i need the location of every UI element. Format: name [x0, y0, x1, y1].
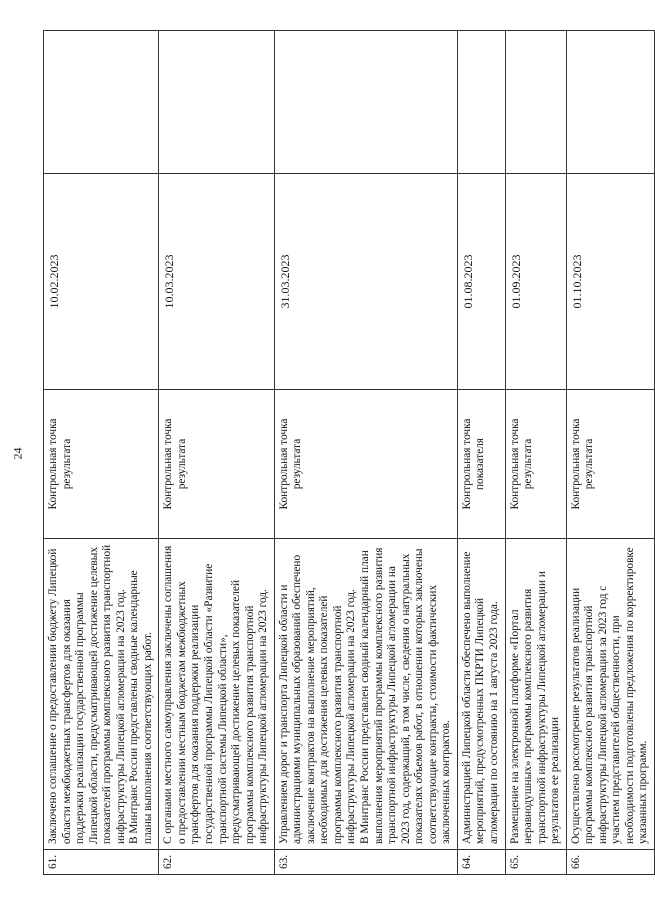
row-description: [505, 539, 566, 850]
table-row: [44, 31, 159, 875]
row-empty-cell: [159, 31, 274, 174]
row-empty-cell: [44, 31, 159, 174]
row-description: [457, 539, 505, 850]
rotated-page-content: [43, 66, 650, 875]
table-row: [505, 31, 566, 875]
description-paragraph: В Минтранс России представлены сводные календарные планы выполнения соответствующих работ.: [128, 570, 154, 844]
description-paragraph: С органами местного самоуправления заключены соглашения о предоставлении местным бюджетам межбюджетных трансфертов для оказания поддержки реализации государственной программы Липецкой области «Развитие транспортной системы Липецкой области», предусматривающей достижение целевых показателей программы комплексного развития транспортной инфраструктуры Липецкой агломерации на 2023 год.: [162, 545, 270, 844]
description-paragraph: В Минтранс России представлен сводный календарный план выполнения мероприятий программы комплексного развития транспортной инфраструктуры Липецкой агломерации на 2023 год, содержащий, в том числе, сведения о натуральных показателях объемов работ, в отношении которых заключены соответствующие контракты, стоимости фактических заключенных контрактов.: [359, 547, 453, 844]
row-number: 66.: [566, 850, 654, 875]
row-checkpoint-type: Контрольная точка результата: [44, 390, 159, 539]
row-date: 10.03.2023: [159, 174, 274, 390]
row-number: 64.: [457, 850, 505, 875]
row-checkpoint-type: Контрольная точка показателя: [457, 390, 505, 539]
row-date: 10.02.2023: [44, 174, 159, 390]
row-checkpoint-type: Контрольная точка результата: [159, 390, 274, 539]
row-date: 31.03.2023: [274, 174, 457, 390]
row-checkpoint-type: Контрольная точка результата: [505, 390, 566, 539]
row-number: 61.: [44, 850, 159, 875]
table-body: [44, 31, 655, 875]
row-date: 01.09.2023: [505, 174, 566, 390]
description-paragraph: Размещение на электронной платформе «Портал неравнодушных» программы комплексного развития транспортной инфраструктуры Липецкой агломерации и результатов ее реализации: [508, 571, 562, 844]
page-number-text: 24: [10, 447, 25, 459]
row-description: [274, 539, 457, 850]
table-row: [274, 31, 457, 875]
row-description: [566, 539, 654, 850]
row-number: 65.: [505, 850, 566, 875]
row-empty-cell: [566, 31, 654, 174]
description-paragraph: Управлением дорог и транспорта Липецкой области и администрациями муниципальных образований обеспечено заключение контрактов на выполнение мероприятий, необходимых для достижения целевых показателей программы комплексного развития транспортной инфраструктуры Липецкой агломерации на 2023 год.: [277, 554, 358, 844]
row-number: 63.: [274, 850, 457, 875]
row-empty-cell: [505, 31, 566, 174]
row-date: 01.10.2023: [566, 174, 654, 390]
table-row: [457, 31, 505, 875]
row-description: [159, 539, 274, 850]
table-row: [566, 31, 654, 875]
description-paragraph: Заключено соглашение о предоставлении бюджету Липецкой области межбюджетных трансфертов для оказания поддержки реализации государственной программы Липецкой области, предусматривающей достижение целевых показателей программы комплексного развития транспортной инфраструктуры Липецкой агломерации на 2023 год.: [47, 544, 127, 844]
page-number: [12, 446, 24, 460]
row-checkpoint-type: Контрольная точка результата: [566, 390, 654, 539]
table-row: [159, 31, 274, 875]
row-description: [44, 539, 159, 850]
control-points-table: [43, 30, 655, 875]
row-number: 62.: [159, 850, 274, 875]
row-checkpoint-type: Контрольная точка результата: [274, 390, 457, 539]
row-empty-cell: [274, 31, 457, 174]
row-empty-cell: [457, 31, 505, 174]
row-date: 01.08.2023: [457, 174, 505, 390]
description-paragraph: Осуществлено рассмотрение результатов реализации программы комплексного развития транспортной инфраструктуры Липецкой агломерации за 2023 год с участием представителей общественности, при необходимости подготовлены предложения по корректировке указанных программ.: [569, 547, 650, 844]
description-paragraph: Администрацией Липецкой области обеспечено выполнение мероприятий, предусмотренных ПКРТИ Липецкой агломерации по состоянию на 1 августа 2023 года.: [460, 551, 500, 844]
